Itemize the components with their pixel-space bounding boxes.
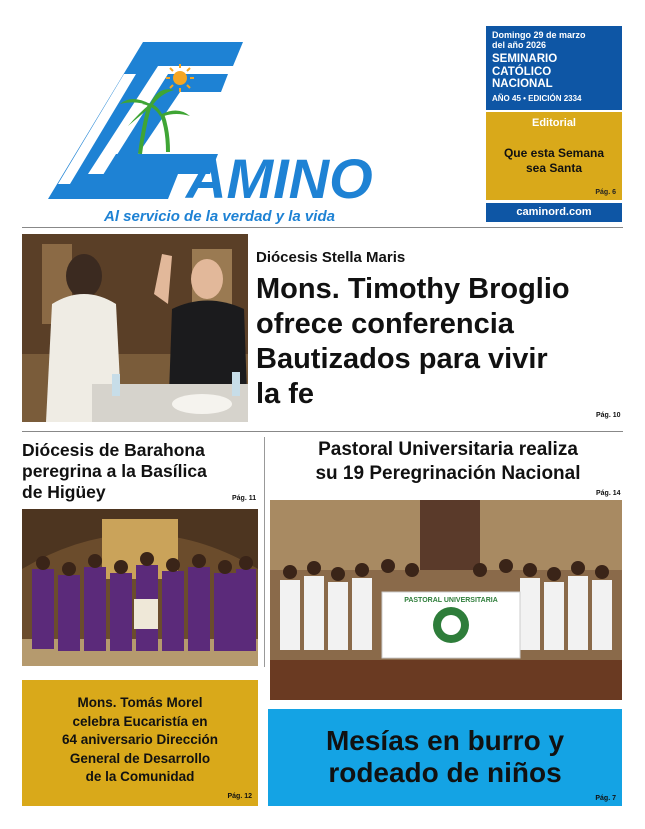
main-story-page-ref: Pág. 10	[596, 412, 621, 419]
right-story-photo	[270, 500, 622, 700]
logo-wordmark: AMINO	[186, 147, 373, 209]
website-link[interactable]: caminord.com	[486, 203, 622, 222]
banner-text: PASTORAL UNIVERSITARIA	[404, 597, 498, 604]
editorial-title: Que esta Semana sea Santa	[503, 146, 605, 175]
issue-info-box	[486, 26, 622, 110]
editorial-box[interactable]	[486, 112, 622, 200]
left-story-page-ref: Pág. 11	[232, 495, 257, 502]
edition-number: AÑO 45 • EDICIÓN 2334	[492, 93, 582, 103]
mesias-story-box[interactable]	[268, 709, 622, 806]
masthead-logo	[28, 34, 418, 209]
section-divider	[22, 431, 623, 432]
left-story-photo	[22, 509, 258, 666]
editorial-page-ref: Pág. 6	[595, 189, 616, 196]
column-divider	[264, 437, 265, 667]
tagline: Al servicio de la verdad y la vida	[104, 208, 335, 225]
main-story-photo	[22, 234, 248, 422]
left-story-headline[interactable]: Diócesis de Barahona peregrina a la Basílica de Higüey	[22, 440, 207, 502]
mesias-story-headline: Mesías en burro y rodeado de niños	[325, 725, 565, 788]
mesias-story-page-ref: Pág. 7	[595, 795, 616, 802]
main-story-headline[interactable]: Mons. Timothy Broglio ofrece conferencia Bautizados para vivir la fe	[256, 273, 570, 410]
publication-name: SEMINARIO CATÓLICO NACIONAL	[492, 53, 558, 90]
masthead-divider	[22, 227, 623, 228]
right-story-page-ref: Pág. 14	[596, 490, 621, 497]
camino-logo-graphic	[28, 34, 418, 209]
main-story-kicker: Diócesis Stella Maris	[256, 249, 406, 266]
editorial-label: Editorial	[531, 117, 576, 129]
issue-date: Domingo 29 de marzo del año 2026	[492, 30, 586, 50]
right-story-headline[interactable]: Pastoral Universitaria realiza su 19 Peregrinación Nacional	[315, 439, 581, 484]
morel-story-page-ref: Pág. 12	[227, 793, 252, 800]
morel-story-headline: Mons. Tomás Morel celebra Eucaristía en 64 aniversario Dirección General de Desarrollo de la Comunidad	[61, 695, 219, 784]
morel-story-box[interactable]	[22, 680, 258, 806]
